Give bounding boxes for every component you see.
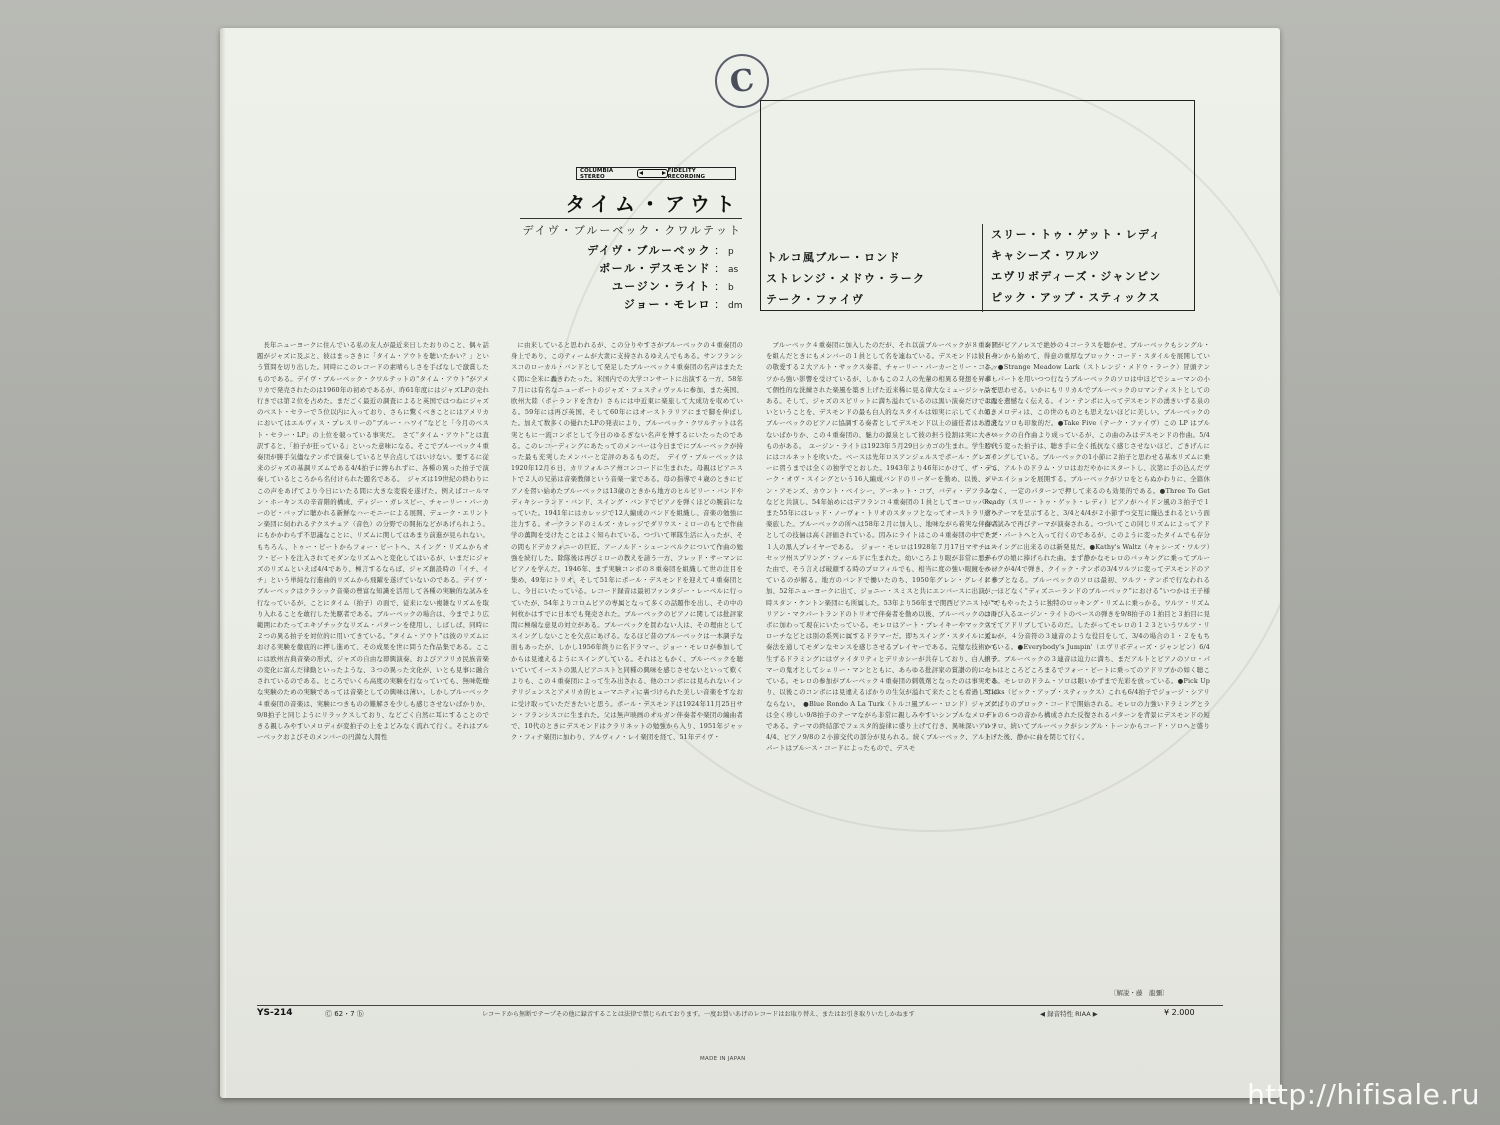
- liner-notes-column-2: [511, 340, 743, 992]
- liner-notes-text: ブルーベック４重奏団に加入したのだが、それ以前ブルーベックが８重奏団を組んだときにもメンバーの１員として名を連ねている。デスモンドは彼自身の敬愛する２大アルト・サックス奏者、チャーリー・パーカーとリー・コニッツから強い影響を受けているが、しかもこの２人の先輩の相異る発想を昇華して個性的な洗練された楽風を築き上げた近来稀に見る偉大なミュージシャンである。そして、ジャズのスピリットに満ち溢れているのは黒い演奏だけではないということを、デスモンドの最も白人的なスタイルは如実に示してくれる。ブルーベックのピアノに協調する奏者としてデスモンド以上の適任者はありえないばかりか、この４重奏団の、魅力の源泉として彼の担う役割は実に大きいものがある。 ユージン・ライトは1923年５月29日シカゴの生まれ。学生時代にはコルネットを吹いた。ベースは先年ロスアンジェルスでポール・グレゴリーに習うまでは全くの独学でとおした。1943年より46年にかけて、ザ・デューク・オヴ・スイングという16人編成バンドのリーダーを勤め、以後、ジーン・アモンズ、カウント・ベイシー、アーネット・コブ、バディ・デフランコなどと共演し、54年始めにはデフランコ４重奏団の１員としてヨーロッパへ、また55年にはレッド・ノーヴォ・トリオのスタッフとなってオーストラリアへ楽旅した。ブルーベックの所へは58年２月に加入し、地味ながら着実な伴奏者としての技倆は高く評価されている。因みにライトはこの４重奏団の中でただ１人の黒人プレイヤーである。 ジョー・モレロは1928年７月17日マサチューセッツ州スプリング・フィールドに生まれた。幼いころより眼が非常に悪かった由で、そう言えば破顔する時のプロフィルでも、相当に度の強い眼鏡をかけているのが解る。地方のバンドで働いたのち、1950年グレン・グレイに参加、52年ニューヨークに出て、ジョニー・スミスと共にエンバースに出演、一時スタン・ケントン楽団にも所属した。53年より56年まで関西ピアニスト、マリアン・マクパートランドのトリオで伴奏者を勤め以後、ブルーベックのコンボに加わって現在にいたっている。モレロはアート・ブレイキーやマックス・ローチなどとは別の系列に属するドラマーだ。即ちスイング・スタイルに近い奏法を通してモダンなセンスを感じさせるプレイヤーである。完璧な技術から生ずるドラミングにはヴァイタリティとデリカシーが共存しており、白人ドラマーの鬼才としてシェリー・マンとともに、あらゆる批評家の賞讃の的になっている。モレロの参加がブルーベック４重奏団の刺戟剤となったのは事実であり、以後このコンボには見違えるばかりの生気が溢れて来たことも看過してはならない。 ●Blue Rondo A La Turk（トルコ風ブルー・ロンド）ジャズには全く珍しい9/8拍子のテーマながら非常に親しみやすいシンプルなメロディである。テーマの終結部でフェスタ的旋律に盛り上げて行き、異味深いアルト4/4、ピアノ9/8の２小節交代の部分が見られる。続くブルーベック、アルト・パートはブルース・コードによったもので、デスモ: [766, 341, 998, 753]
- musician-name: デイヴ・ブルーベック: [587, 244, 711, 257]
- personnel-row: [520, 296, 742, 314]
- separator: ：: [714, 280, 725, 293]
- track-title: テーク・ファイヴ: [766, 293, 865, 306]
- tracklist-side-2: [982, 224, 1201, 312]
- stamp-mark: C: [712, 51, 773, 112]
- liner-notes-column-3: [766, 340, 998, 992]
- columbia-stereo-badge: [576, 167, 736, 180]
- instrument: as: [728, 265, 739, 275]
- personnel-list: [520, 242, 742, 314]
- catalog-number: YS-214: [257, 1008, 293, 1018]
- track-title: エヴリボディーズ・ジャンピン: [991, 270, 1162, 283]
- sleeve-edge: [220, 28, 226, 1098]
- made-in-japan: MADE IN JAPAN: [700, 1056, 746, 1062]
- badge-right-text: FIDELITY RECORDING: [667, 167, 706, 180]
- album-title: タイム・アウト: [565, 192, 740, 216]
- musician-name: ポール・デスモンド: [599, 262, 711, 275]
- stereo-arrow-icon: [637, 169, 668, 178]
- title-divider: [520, 218, 742, 219]
- separator: ：: [714, 262, 725, 275]
- track-title: キャシーズ・ワルツ: [991, 249, 1101, 262]
- badge-left-text: COLUMBIA STEREO: [580, 167, 614, 180]
- legal-notice: レコードから無断でテープその他に録音することは法律で禁じられております。一度お買いあげのレコードはお取り替え、またはお引き取りいたしかねます: [482, 1011, 915, 1018]
- separator: ：: [714, 244, 725, 257]
- personnel-row: [520, 260, 742, 278]
- track-title: トルコ風ブルー・ロンド: [766, 251, 901, 264]
- footer-divider: [257, 1005, 1223, 1006]
- liner-notes-column-1: [257, 340, 489, 992]
- instrument: b: [728, 283, 734, 293]
- recording-spec: ◀ 録音特性 RIAA ▶: [1040, 1010, 1098, 1018]
- musician-name: ユージン・ライト: [611, 280, 711, 293]
- artist-name: デイヴ・ブルーベック・クワルテット: [522, 224, 742, 237]
- watermark-url: http://hifisale.ru: [1247, 1078, 1480, 1111]
- track-title: スリー・トゥ・ゲット・レディ: [991, 228, 1162, 241]
- liner-notes-text: ンドがピアノレスで絶妙の４コーラスを聴かせ、ブルーベックもシングル・トーンから始めて、得意の重厚なブロック・コード・スタイルを展開している。●Strange Meadow Lark（ストレンジ・メドウ・ラーク）冒頭テンポ・パートを用いつつ行なうブルーベックのソロは中ほどでシューマンの小品を思わせる。いかにもリリカルでブルーベックのロマンティストとしての１面を遺憾なく伝える。イン・テンポに入ってデスモンドの湧きいずる泉の如きメロディは、この世のものとも思えないほどに美しい。ブルーベックの清澄なソロも印象的だ。●Take Five（テーク・ファイヴ）この LP はブルーベックの自作曲より成っているが、この曲のみはデスモンドの作曲。5/4という変った拍子は、聴き手に全く抵抗なく感じさせないほど、ごきげんにスイングしている。ブルーベックの1小節に２拍子と思わせる基本リズムに乗って、アルトのドラム・ソロはおだやかにスタートし、次第に手の込んだヴァリエイションを展開する。ブルーベックがソロをとらぬかわりに、全篇休みなく、一定のパターンで押して来るのも効果的である。●Three To Get Ready（スリー・トゥ・ゲット・レディ）ピアノがハイドン風の３拍子で１通りテーマを呈示すると、3/4と4/4が２小節ずつ交互に織込まれるという面白い試みで再びテーマが演奏される。つづいてこの同じリズムによってアドリブ・パートへと入って行くのであるが、このように変ったタイムでも存分にスイングに出来るのは新発見だ。●Kathy's Waltz（キャシーズ・ワルツ）デイヴの娘に捧げられた曲。まず静かなモレロのバッキングに乗ってブルーベックが4/4で弾き、クイック・テンポの3/4ワルツに変ってデスモンドのアドリブとなる。ブルーベックのソロは最初、ワルツ・テンポで行なわれるが、ほどなく“ディズニーランドのブルーベック”における“いつかは王子様が”でもやったように独特のロッキング・リズムに乗っかる。ワルツ・リズムは再び入るユージン・ライトのベースの弾きを9/8拍子の１拍目と３拍目に見立ててアドリブしているのだ。したがってモレロの１２３というワルツ・リズムが、４分音符の３連音のような役目をして、3/4の場合の１・２をもちいている。●Everybody's Jumpin'（エヴリボディーズ・ジャンピン）6/4拍子。ブルーベックの３連音は迫力に満ち、まだアルトとピアノのソロ・パートはところどころまるでフォー・ビートに乗ってのアドリブかの如く聴こえる。モレロのドラム・ソロは眼いかずまで光彩を放っている。●Pick Up Sticks（ピック・アップ・スティックス）これも6/4拍子でジョージ・シアリングばりのブロック・コードで開始される。モレロの力強いドラミングとライトの６つの音から構成された反復されるパターンを背景にデスモンドの短いソロ、続いてブルーベックがシングル・トーンからコード・ソロへと盛り上げた後、静かに曲を閉じて行く。: [984, 341, 1210, 742]
- musician-name: ジョー・モレロ: [623, 298, 711, 311]
- copyright-mark: Ⓒ 62・7 ⓑ: [325, 1010, 364, 1018]
- liner-notes-column-4: [984, 340, 1210, 992]
- record-sleeve-back: [220, 28, 1280, 1098]
- tracklist-side-1: [766, 247, 966, 310]
- price: ¥ 2.000: [1164, 1008, 1195, 1017]
- track-title: ピック・アップ・スティックス: [991, 291, 1161, 304]
- instrument: p: [728, 247, 734, 257]
- notes-credit: 〔解説・藤 龍彌〕: [1110, 989, 1169, 997]
- track-title: ストレンジ・メドウ・ラーク: [766, 272, 926, 285]
- instrument: dm: [728, 301, 743, 311]
- personnel-row: [520, 242, 742, 260]
- liner-notes-text: に由来していると思われるが、この分りやすさがブルーベックの４重奏団の身上であり、このティームが大衆に支持されるゆえんでもある。サンフランシスコのローカル・バンドとして発足したブルーベック４重奏団の名声はまたたく間に全米に轟きわたった。米国内での大学コンサートに出演する一方、58年７月には有名なニューポートのジャズ・フェスティヴァルに参加、また英国、欧州大陸（ポーランドを含む）さらには中近東に楽旅して大成功を収めている。59年には再び英国、そして60年にはオーストラリアにまで脚を伸ばした。加えて数多くの優れたLPの発表により、ブルーベック・クワルテットは名実ともに一流コンボとして今日のゆるぎない名声を博するにいたったのである。このレコーディングにあたってのメンバーは今日までにブルーベックが持った最も充実したメンバーと定評のあるものだ。 デイヴ・ブルーベックは1920年12月６日、カリフォルニア州コンコードに生まれた。母親はピアニストで２人の兄弟は音楽教師という音楽一家である。母の指導で４歳のときにピアノを習い始めたブルーベックは13歳のときから地方のヒルビリー・バンドやディキシーランド・バンド、スイング・バンドでピアノを弾くほどの腕前になっていた。1941年にはカレッジで12人編成のバンドを組織し、音楽の勉強に注力する。オークランドのミルズ・カレッジでダリウス・ミローのもとで作曲学の薫陶を受けたことはよく知られている。つづいて軍隊生活に入ったが、その間もドデカフォニーの巨匠、アーノルド・シェーンベルクについて作曲の勉強を続行した。除隊後は再びミローの教えを請う一方、フレッド・サーマンにピアノを学んだ。1946年、まず実験コンボの８重奏団を組織して世の注目を集め、49年にトリオ、そして51年にポール・デスモンドを迎えて４重奏団とし、今日にいたっている。レコード録音は最初ファンタジー・レーベルに行っていたが、54年よりコロムビアの専属となって多くの話題作を出し、その中の何枚かはすでに日本でも発売された。ブルーベックのピアノに関しては批評家間に極端な意見の対立がある。ブルーベックを買わない人は、その理由としてスイングしないことを欠点にあげる。なるほど昔のブルーベックは一本調子な面もあったが、しかし1956年終りに名ドラマー、ジョー・モレロが参加してからは見違えるようにスイングしている。それはともかく、ブルーベックを聴いていてイーストの黒人ピアニストと同種の興味を感じさせないといって歎くよりも、この４重奏団によって生み出される、他のコンボには見られないインテリジェンスとアメリカ的ヒューマニティに裏づけられた美しい音楽をすなおに受け取っていただきたいと思う。ポール・デスモンドは1924年11月25日サン・フランシスコに生まれた。父は無声映画のオルガン伴奏者や楽団の編曲者で、10代のときにデスモンドはクラリネットの勉強から入り、1951年ジャック・フィナ楽団に加わり、アルヴィノ・レイ楽団を経て、51年デイヴ・: [511, 341, 743, 742]
- liner-notes-text: 長年ニューヨークに住んでいる私の友人が最近来日したおりのこと、偶々話題がジャズに及ぶと、彼はまっさきに「タイム・アウトを聴いたかい？」という質問を切り出した。同時にこのレコードの素晴らしさを手ばなしで激賞したものである。デイヴ・ブルーベック・クワルテットの“タイム・アウト”がアメリカで発売されたのは1960年の初めであるが、昨61年度にはジャズLPの売れ行きでは第２位を占めた。まだごく最近の調査によると英国ではつねにジャズのベスト・セラーで５位以内に入っており、さらに驚くべきことにはアメリカにおいてはエルヴィス・プレスリーの“ブルー・ハワイ”などと「今月のベスト・セラー・LP」の上位を競っている事実だ。 さて“タイム・アウト”とは直訳すると、「拍子が狂っている」といった意味になる。そこでブルーベック４重奏団が勝手気儘なテンポで演奏していると早合点してはいけない。要するに従来のジャズの基調リズムである4/4拍子に縛られずに、各種の異った拍子で演奏しているところから名付けられた題名である。 ジャズは19世紀の終わりにこの声をあげてより今日にいたる間に大きな変貌を遂げた。例えばコールマン・ホーキンスの辛音階的構成、ディジー・ガレスピー、チャーリー・パーカーのビ・バップに聴かれる新鮮なハーモニーによる展開、デューク・エリントン楽団に伺われるテクスチュア（音色）の分野での開拓などがあげられよう。にもかかわらず不思議なことに、リズムに関してはあまり前進が見られない。もちろん、トゥー・ビートからフォー・ビートへ、スイング・リズムからオフ・ビートを注入されてモダンなリズムへと変化してはいるが、いまだにジャズのリズムといえば4/4であり、極言するならば、ジャズ創設時の「イチ、イチ」という単純な行進曲的リズムから飛躍を遂げていないのである。デイヴ・ブルーベックはクラシック音楽の豊富な知識を活用して各種の実験的な試みを行なっているが、ことにタイム（拍子）の面で、従来にない複雑なリズムを取り入れることを敢行した先駆者である。ブルーベックの場合は、今までより広範囲にわたってエキゾチックなリズム・パターンを使用し、しばしば、同時に２つの異る拍子を対位的に用いてきている。“タイム・アウト”は彼のリズムにおける実験を徹底的に押し進めて、その成果を世に問うた作品集である。ここには欧州古典音楽の形式、ジャズの自由な即興演奏、およびアフリカ民族音楽の変化に富んだ律動といったような、３つの異った文化が、いとも見事に融合されているのである。ところでいくら高度の実験を行なっていても、無味乾燥な実験のための実験であっては音楽としての興味は薄い。しかしブルーベック４重奏団の音楽は、実験につきものの難解さを少しも感じさせないばかりか、9/8拍子と同じようにリラックスしており、などごく自然に耳にすることのできる親しみやすいメロディが変拍子の上をよどみなく流れて行く。それはブルーベックおよびそのメンバーの円満な人間性: [257, 341, 489, 742]
- personnel-row: [520, 278, 742, 296]
- separator: ：: [714, 298, 725, 311]
